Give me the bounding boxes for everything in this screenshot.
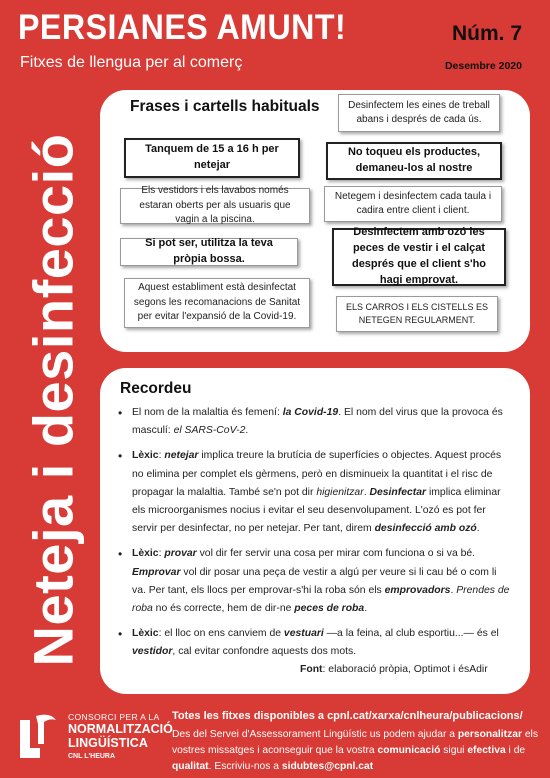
logo-line: LINGÜÍSTICA [68,736,148,750]
list-item [118,447,513,538]
phrase-card: Tanquem de 15 a 16 h per netejar [124,138,300,178]
footer-body [172,727,540,775]
text-run: la Covid-19 [282,407,339,418]
source-text: : elaboració pròpia, Optimot i ésAdir [322,664,488,675]
text-run: el SARS-CoV-2 [173,425,246,437]
header [0,0,550,90]
text-run: . [476,523,480,535]
text-run: . El nom del virus que la provoca és masculí: [132,407,503,437]
side-title [18,100,88,700]
text-run: Emprovar [132,566,181,578]
page-title: PERSIANES AMUNT! [18,8,347,47]
text-run: . Escriviu-nos a [208,761,282,772]
text-run: implica eliminar els microorganismes nocius i evitar el seu desenvolupament. L'ozó es pot fer servir per desinfectar, no per netejar. Per tant, direm [132,486,501,535]
source-line [300,664,488,675]
text-run: : [158,450,165,462]
text-run: higienitzar [316,486,364,498]
side-title-text: Neteja i desinfecció [21,133,85,667]
phrase-card: Aquest establiment està desinfectat segons les recomanacions de Sanitat per evitar l'expansió de la Covid-19. [124,278,310,328]
phrase-card: Desinfectem amb ozó les peces de vestir i el calçat després que el client s'ho hagi emprovat. [332,228,506,286]
text-run: i de [505,745,526,756]
text-run: comunicació [377,745,441,756]
logo-line: NORMALITZACIÓ [68,722,173,736]
phrase-card: No toqueu els productes, demaneu-los al nostre [326,142,502,180]
list-item [118,404,513,440]
text-run: Lèxic [132,450,159,462]
text-run: desinfecció amb ozó [374,523,477,535]
remember-list [118,404,513,669]
text-run: Prendes de roba [132,584,510,615]
logo-line: CONSORCI PER A LA [68,712,160,722]
phrase-card: Si pot ser, utilitza la teva pròpia bossa. [120,238,298,266]
cpnl-logo-icon [16,710,62,762]
phrase-card: ELS CARROS I ELS CISTELLS ES NETEGEN REGULARMENT. [336,296,498,332]
text-run: El nom de la malaltia és femení: [132,407,283,418]
phrase-card: Els vestidors i els lavabos només estaran oberts per als usuaris que vagin a la piscina. [120,188,310,224]
issue-date: Desembre 2020 [444,60,522,72]
text-run: . [450,584,457,596]
list-item [118,545,513,618]
text-run: implica treure la brutícia de superfícies o objectes. Aquest procés no elimina per complet els gèrmens, però en disminueix la quantitat i el risc de propagar la malaltia. També se'n pot dir [132,450,502,498]
page-subtitle: Fitxes de llengua per al comerç [20,54,243,71]
issue-number: Núm. 7 [451,22,522,45]
text-run: : el lloc on ens canviem de [158,628,284,640]
phrases-title: Frases i cartells habituals [130,98,320,115]
footer [0,700,550,778]
text-run: personalitzar [457,729,522,740]
text-run: qualitat [172,761,209,772]
logo-line: CNL L'HEURA [68,753,116,760]
text-run: : [158,548,165,560]
text-run: . [245,425,249,437]
text-run: netejar [164,450,199,462]
text-run: els vostres missatges i aconseguir que la vostra [172,729,538,756]
phrase-card: Netegem i desinfectem cada taula i cadira entre client i client. [324,186,502,222]
text-run: Des del Servei d'Assessorament Lingüístic us podem ajudar a [172,729,458,740]
text-run: emprovadors [384,584,451,596]
text-run: vestuari [283,628,324,640]
text-run: efectiva [467,745,506,756]
text-run: , cal evitar confondre aquests dos mots. [172,646,357,658]
text-run: vol dir posar una peça de vestir a algú per veure si li cau bé o com li va. Per tant, els llocs per emprovar-s'hi la roba són els [132,566,497,596]
text-run: . [363,486,370,498]
list-item [118,625,513,661]
text-run: Desinfectar [369,486,427,498]
text-run: Lèxic [132,628,159,640]
text-run: no és correcte, hem de dir-ne [152,603,295,615]
text-run: vol dir fer servir una cosa per mirar com funciona o si va bé. [196,548,476,560]
text-run: peces de roba [294,603,365,615]
phrase-card: Desinfectem les eines de treball abans i després de cada ús. [338,94,500,132]
footer-heading: Totes les fitxes disponibles a cpnl.cat/xarxa/cnlheura/publicacions/ [172,710,523,722]
remember-title: Recordeu [120,380,192,397]
cpnl-logo-text [68,712,173,760]
text-run: sidubtes@cpnl.cat [281,761,374,772]
source-label: Font [300,664,323,675]
text-run: vestidor [132,646,173,658]
text-run: provar [164,548,197,560]
text-run: —a la feina, al club esportiu...— és el [323,628,499,640]
text-run: . [364,603,368,615]
text-run: sigui [440,745,468,756]
text-run: Lèxic [132,548,159,560]
